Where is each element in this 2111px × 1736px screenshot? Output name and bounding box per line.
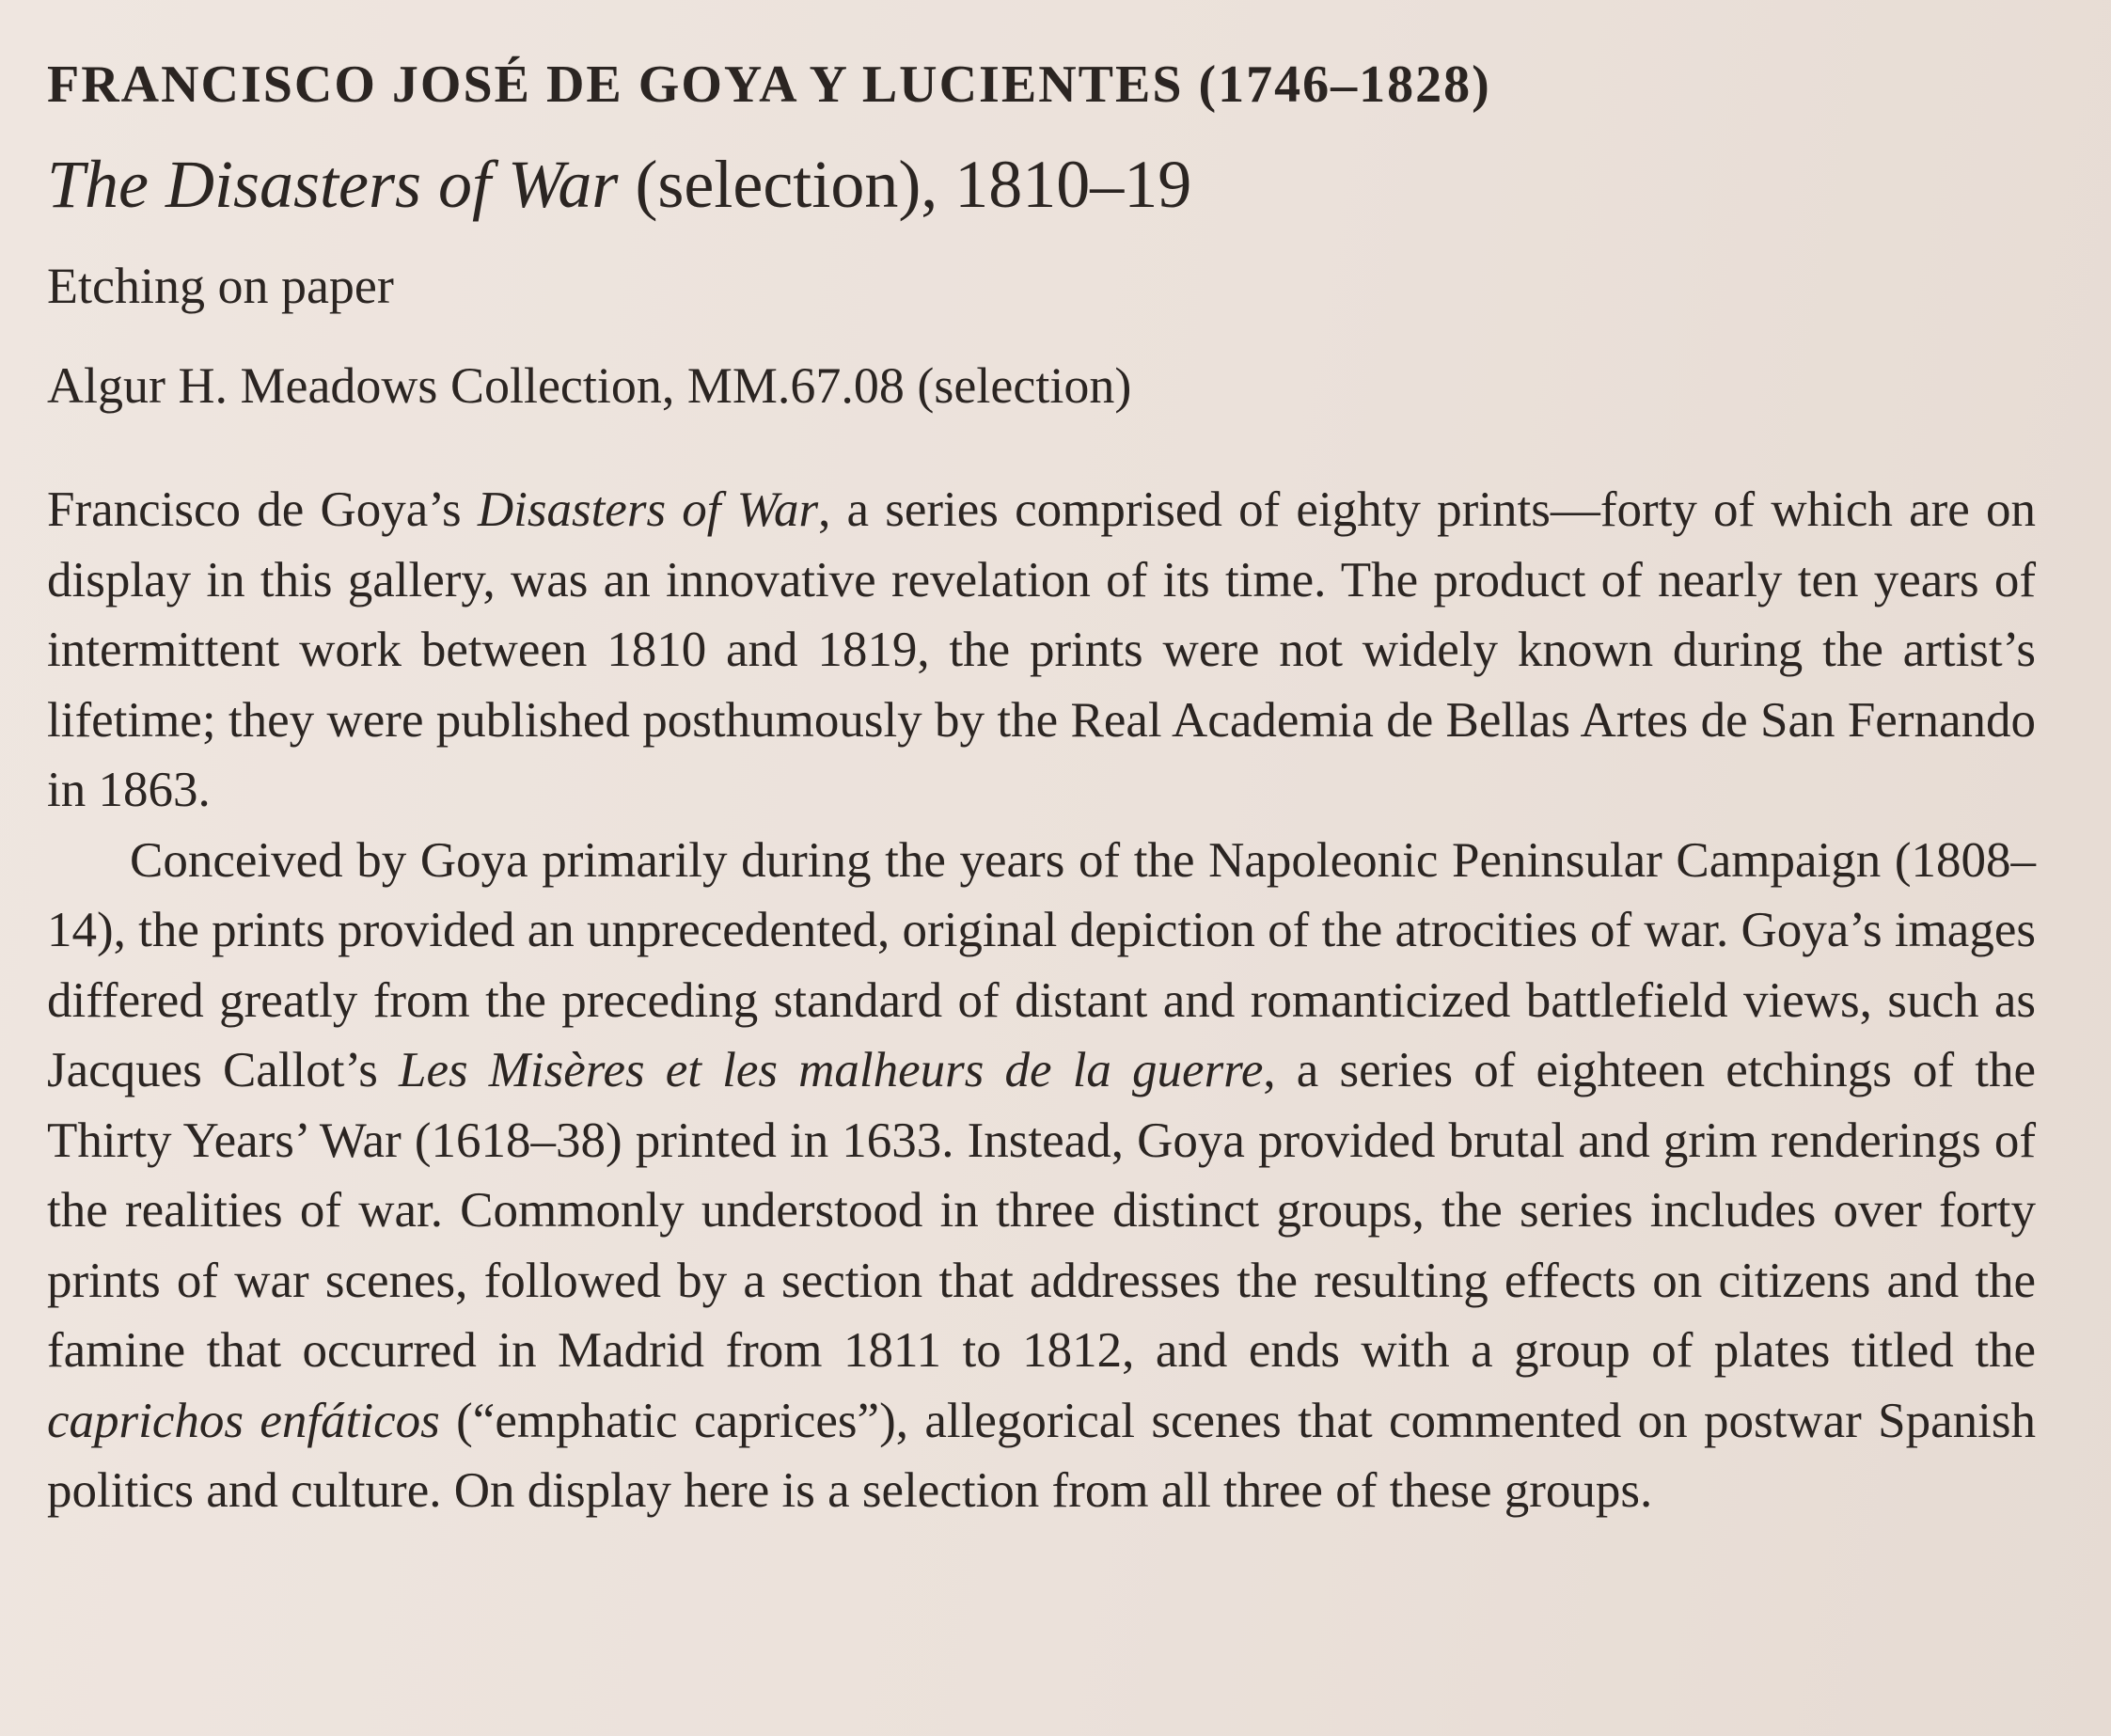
paragraph-2-italic-term: caprichos enfáticos: [47, 1393, 440, 1448]
paragraph-2: [47, 826, 2036, 1526]
artwork-title-date: (selection), 1810–19: [618, 147, 1192, 222]
paragraph-2-text-c: , a series of eighteen etchings of the Thirty Years’ War (1618–38) printed in 1633. Instead, Goya provided brutal and grim renderings of the realities of war. Commonly understood in three distinct groups, the series includes over forty prints of war scenes, followed by a section that addresses the resulting effects on citizens and the famine that occurred in Madrid from 1811 to 1812, and ends with a group of plates titled the: [47, 1043, 2037, 1378]
paragraph-1-text-a: Francisco de Goya’s: [47, 482, 478, 537]
paragraph-1-text-c: , a series comprised of eighty prints—forty of which are on display in this gallery, was an innovative revelation of its time. The product of nearly ten years of intermittent work between 1810 and 1819, the prints were not widely known during the artist’s lifetime; they were published posthumously by the Real Academia de Bellas Artes de San Fernando in 1863.: [47, 482, 2036, 817]
credit-line: Algur H. Meadows Collection, MM.67.08 (selection): [47, 357, 1132, 414]
artist-name: FRANCISCO JOSÉ DE GOYA Y LUCIENTES (1746–1828): [47, 55, 1491, 114]
artwork-title: [47, 142, 2036, 227]
paragraph-1: [47, 475, 2036, 826]
paragraph-2-text-a: Conceived by Goya primarily during the years of the Napoleonic Peninsular Campaign (1808–14), the prints provided an unprecedented, original depiction of the atrocities of war. Goya’s images differed greatly from the preceding standard of distant and romanticized battlefield views, such as Jacques Callot’s: [47, 832, 2036, 1097]
paragraph-2-italic-title: Les Misères et les malheurs de la guerre: [399, 1043, 1264, 1097]
artwork-title-italic: The Disasters of War: [47, 147, 619, 222]
paragraph-2-text-e: (“emphatic caprices”), allegorical scenes that commented on postwar Spanish politics and culture. On display here is a selection from all three of these groups.: [47, 1393, 2037, 1518]
description: [47, 475, 2036, 1526]
artwork-medium: Etching on paper: [47, 258, 394, 314]
paragraph-1-italic-title: Disasters of War: [477, 482, 819, 537]
